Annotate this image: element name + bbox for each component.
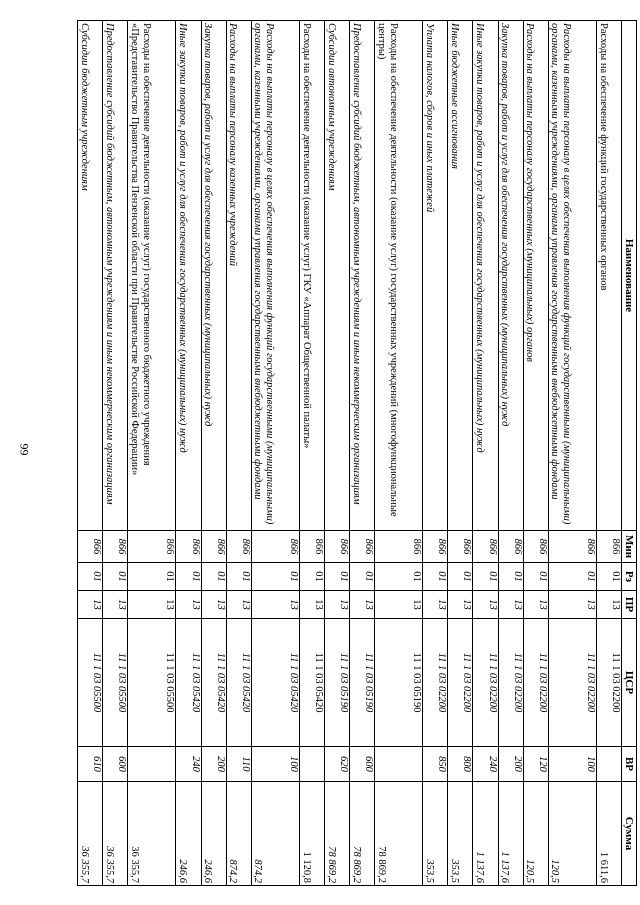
row-name: Закупка товаров, работ и услуг для обеспечения государственных (муниципальных) нужд — [498, 21, 523, 531]
row-sum: 874,2 — [226, 782, 251, 886]
table-row — [103, 21, 128, 886]
row-min: 866 — [299, 531, 324, 563]
row-min: 866 — [523, 531, 548, 563]
row-min: 866 — [375, 531, 423, 563]
row-rz: 01 — [448, 563, 473, 591]
table-row — [251, 21, 299, 886]
row-pr: 13 — [596, 591, 621, 619]
row-name: Расходы на обеспечение деятельности (оказание услуг) государственных учреждений (многофункциональные центры) — [375, 21, 423, 531]
row-sum: 120,5 — [548, 782, 596, 886]
table-row — [498, 21, 523, 886]
row-name: Уплата налогов, сборов и иных платежей — [423, 21, 448, 531]
col-vr-header: ВР — [622, 747, 637, 782]
row-min: 866 — [448, 531, 473, 563]
row-csr: 11 1 03 02200 — [473, 619, 498, 747]
row-min: 866 — [251, 531, 299, 563]
row-sum: 1 120,8 — [299, 782, 324, 886]
row-rz: 01 — [103, 563, 128, 591]
row-sum: 246,6 — [176, 782, 201, 886]
row-csr: 11 1 03 02200 — [423, 619, 448, 747]
row-name: Субсидии бюджетным учреждениям — [78, 21, 103, 531]
row-name: Расходы на выплаты персоналу государственных (муниципальных) органов — [523, 21, 548, 531]
row-name: Субсидии автономным учреждениям — [325, 21, 350, 531]
table-header — [622, 21, 637, 886]
row-min: 866 — [78, 531, 103, 563]
table-row — [473, 21, 498, 886]
table-row — [201, 21, 226, 886]
row-min: 866 — [498, 531, 523, 563]
table-row — [423, 21, 448, 886]
row-vr: 600 — [350, 747, 375, 782]
table-body — [78, 21, 622, 886]
table-row — [128, 21, 176, 886]
row-pr: 13 — [423, 591, 448, 619]
row-vr: 800 — [448, 747, 473, 782]
row-sum: 353,5 — [423, 782, 448, 886]
row-sum: 120,5 — [523, 782, 548, 886]
row-vr — [299, 747, 324, 782]
row-rz: 01 — [299, 563, 324, 591]
row-csr: 11 1 03 05420 — [201, 619, 226, 747]
row-sum: 78 869,2 — [325, 782, 350, 886]
row-name: Иные бюджетные ассигнования — [448, 21, 473, 531]
row-rz: 01 — [78, 563, 103, 591]
row-csr: 11 1 03 05190 — [350, 619, 375, 747]
row-rz: 01 — [176, 563, 201, 591]
row-sum: 78 869,2 — [375, 782, 423, 886]
row-sum: 874,2 — [251, 782, 299, 886]
row-min: 866 — [423, 531, 448, 563]
row-csr: 11 1 03 05420 — [226, 619, 251, 747]
row-pr: 13 — [498, 591, 523, 619]
row-rz: 01 — [375, 563, 423, 591]
row-sum: 1 137,6 — [498, 782, 523, 886]
row-rz: 01 — [128, 563, 176, 591]
col-pr-header: ПР — [622, 591, 637, 619]
row-name: Расходы на выплаты персоналу казенных учреждений — [226, 21, 251, 531]
row-csr: 11 1 03 02200 — [596, 619, 621, 747]
row-min: 866 — [325, 531, 350, 563]
budget-table — [77, 20, 637, 886]
col-name-header: Наименование — [622, 21, 637, 531]
row-sum: 1 137,6 — [473, 782, 498, 886]
table-row — [350, 21, 375, 886]
row-sum: 246,6 — [201, 782, 226, 886]
table-row — [375, 21, 423, 886]
row-vr: 240 — [176, 747, 201, 782]
row-pr: 13 — [103, 591, 128, 619]
col-rz-header: Рз — [622, 563, 637, 591]
row-csr: 11 1 03 05420 — [176, 619, 201, 747]
row-rz: 01 — [350, 563, 375, 591]
row-pr: 13 — [176, 591, 201, 619]
row-csr: 11 1 03 02200 — [548, 619, 596, 747]
row-pr: 13 — [523, 591, 548, 619]
row-pr: 13 — [226, 591, 251, 619]
row-rz: 01 — [201, 563, 226, 591]
row-csr: 11 1 03 05500 — [128, 619, 176, 747]
row-vr — [375, 747, 423, 782]
row-rz: 01 — [523, 563, 548, 591]
row-min: 866 — [548, 531, 596, 563]
row-csr: 11 1 03 05500 — [78, 619, 103, 747]
page-number: 99 — [17, 443, 32, 456]
row-name: Расходы на обеспечение деятельности (оказание услуг) государственного бюджетного учреждения «Представительство Правительства Пензенской области при Правительстве Российской Федерации» — [128, 21, 176, 531]
table-row — [176, 21, 201, 886]
row-pr: 13 — [350, 591, 375, 619]
row-min: 866 — [201, 531, 226, 563]
table-row — [226, 21, 251, 886]
table-row — [448, 21, 473, 886]
row-csr: 11 1 03 05420 — [299, 619, 324, 747]
col-csr-header: ЦСР — [622, 619, 637, 747]
row-name: Расходы на обеспечение функций государственных органов — [596, 21, 621, 531]
row-name: Расходы на выплаты персоналу в целях обеспечения выполнения функций государственными (муниципальными) органами, казенными учреждениями, органами управления государственными внебюджетными фондами — [251, 21, 299, 531]
row-vr: 200 — [201, 747, 226, 782]
table-row — [299, 21, 324, 886]
row-vr: 240 — [473, 747, 498, 782]
row-sum: 36 355,7 — [78, 782, 103, 886]
row-rz: 01 — [325, 563, 350, 591]
row-vr: 100 — [251, 747, 299, 782]
row-vr: 620 — [325, 747, 350, 782]
table-row — [78, 21, 103, 886]
row-rz: 01 — [251, 563, 299, 591]
row-sum: 36 355,7 — [128, 782, 176, 886]
row-sum: 353,5 — [448, 782, 473, 886]
row-pr: 13 — [78, 591, 103, 619]
row-min: 866 — [596, 531, 621, 563]
row-rz: 01 — [596, 563, 621, 591]
row-csr: 11 1 03 02200 — [498, 619, 523, 747]
row-name: Иные закупки товаров, работ и услуг для обеспечения государственных (муниципальных) нужд — [473, 21, 498, 531]
row-name: Иные закупки товаров, работ и услуг для обеспечения государственных (муниципальных) нужд — [176, 21, 201, 531]
row-pr: 13 — [375, 591, 423, 619]
col-sum-header: Сумма — [622, 782, 637, 886]
row-sum: 78 869,2 — [350, 782, 375, 886]
row-vr — [596, 747, 621, 782]
row-sum: 1 611,6 — [596, 782, 621, 886]
row-csr: 11 1 03 05190 — [325, 619, 350, 747]
row-vr: 100 — [548, 747, 596, 782]
table-row — [325, 21, 350, 886]
row-min: 866 — [350, 531, 375, 563]
row-rz: 01 — [473, 563, 498, 591]
row-vr: 610 — [78, 747, 103, 782]
row-vr: 110 — [226, 747, 251, 782]
row-vr — [128, 747, 176, 782]
row-name: Расходы на выплаты персоналу в целях обеспечения выполнения функций государственными (муниципальными) органами, казенными учреждениями, органами управления государственными внебюджетными фондами — [548, 21, 596, 531]
row-name: Закупка товаров, работ и услуг для обеспечения государственных (муниципальных) нужд — [201, 21, 226, 531]
row-min: 866 — [176, 531, 201, 563]
row-csr: 11 1 03 05190 — [375, 619, 423, 747]
row-name: Предоставление субсидий бюджетным, автономным учреждениям и иным некоммерческим организациям — [350, 21, 375, 531]
row-vr: 200 — [498, 747, 523, 782]
table-row — [548, 21, 596, 886]
row-rz: 01 — [423, 563, 448, 591]
row-sum: 36 355,7 — [103, 782, 128, 886]
table-row — [523, 21, 548, 886]
row-pr: 13 — [325, 591, 350, 619]
row-csr: 11 1 03 02200 — [448, 619, 473, 747]
row-pr: 13 — [448, 591, 473, 619]
row-pr: 13 — [473, 591, 498, 619]
row-vr: 120 — [523, 747, 548, 782]
row-csr: 11 1 03 02200 — [523, 619, 548, 747]
row-min: 866 — [473, 531, 498, 563]
row-vr: 600 — [103, 747, 128, 782]
row-vr: 850 — [423, 747, 448, 782]
row-pr: 13 — [201, 591, 226, 619]
row-min: 866 — [226, 531, 251, 563]
col-min-header: Мин — [622, 531, 637, 563]
row-csr: 11 1 03 05420 — [251, 619, 299, 747]
row-rz: 01 — [226, 563, 251, 591]
row-pr: 13 — [251, 591, 299, 619]
row-rz: 01 — [498, 563, 523, 591]
row-pr: 13 — [128, 591, 176, 619]
row-min: 866 — [103, 531, 128, 563]
row-name: Предоставление субсидий бюджетным, автономным учреждениям и иным некоммерческим организациям — [103, 21, 128, 531]
row-pr: 13 — [548, 591, 596, 619]
row-pr: 13 — [299, 591, 324, 619]
row-min: 866 — [128, 531, 176, 563]
row-name: Расходы на обеспечение деятельности (оказание услуг) ГКУ «Аппарат Общественной палаты» — [299, 21, 324, 531]
rotated-page — [77, 20, 637, 885]
row-csr: 11 1 03 05500 — [103, 619, 128, 747]
table-row — [596, 21, 621, 886]
row-rz: 01 — [548, 563, 596, 591]
